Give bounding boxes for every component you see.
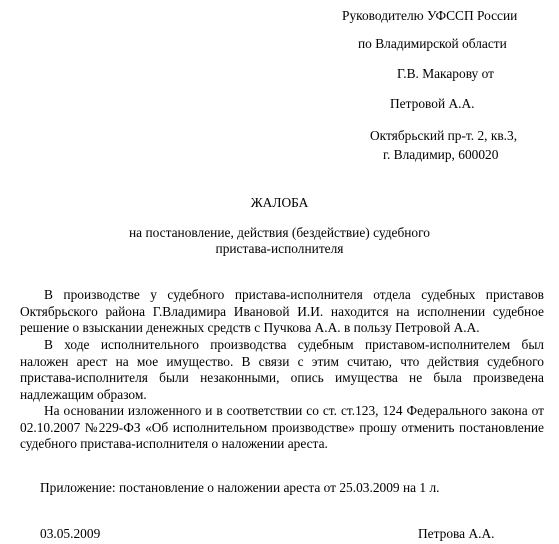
sender-name: Петровой А.А. (390, 96, 475, 111)
body-paragraph-1: В производстве у судебного пристава-исполнителя отдела судебных приставов Октябрьского района Г.Владимира Ивановой И.И. находится на исполнении судебное решение о взыскании денежных средств с Пучкова А.А. в пользу Петровой А.А. (20, 287, 544, 336)
addressee-line-3: Г.В. Макарову от (397, 66, 494, 81)
document-title: ЖАЛОБА (250, 195, 309, 210)
document-date: 03.05.2009 (40, 526, 101, 541)
addressee-line-2: по Владимирской области (358, 36, 507, 51)
attachment-note: Приложение: постановление о наложении ареста от 25.03.2009 на 1 л. (40, 480, 440, 495)
document-subtitle-line-2: пристава-исполнителя (215, 241, 344, 256)
addressee-line-1: Руководителю УФССП России (342, 8, 518, 23)
body-paragraph-3: На основании изложенного и в соответствии со ст. ст.123, 124 Федерального закона от 02.10.2007 №229-ФЗ «Об исполнительном производстве» прошу отменить постановление судебного пристава-исполнителя о наложении ареста. (20, 403, 544, 452)
body-paragraph-2: В ходе исполнительного производства судебным приставом-исполнителем был наложен арест на мое имущество. В связи с этим считаю, что действия судебного пристава-исполнителя были незаконными, опись имущества не была произведена надлежащим образом. (20, 337, 544, 402)
sender-address-line-1: Октябрьский пр-т. 2, кв.3, (370, 128, 518, 143)
signature-name: Петрова А.А. (418, 526, 495, 541)
document-subtitle-line-1: на постановление, действия (бездействие) судебного (129, 225, 430, 240)
sender-address-line-2: г. Владимир, 600020 (383, 147, 499, 162)
